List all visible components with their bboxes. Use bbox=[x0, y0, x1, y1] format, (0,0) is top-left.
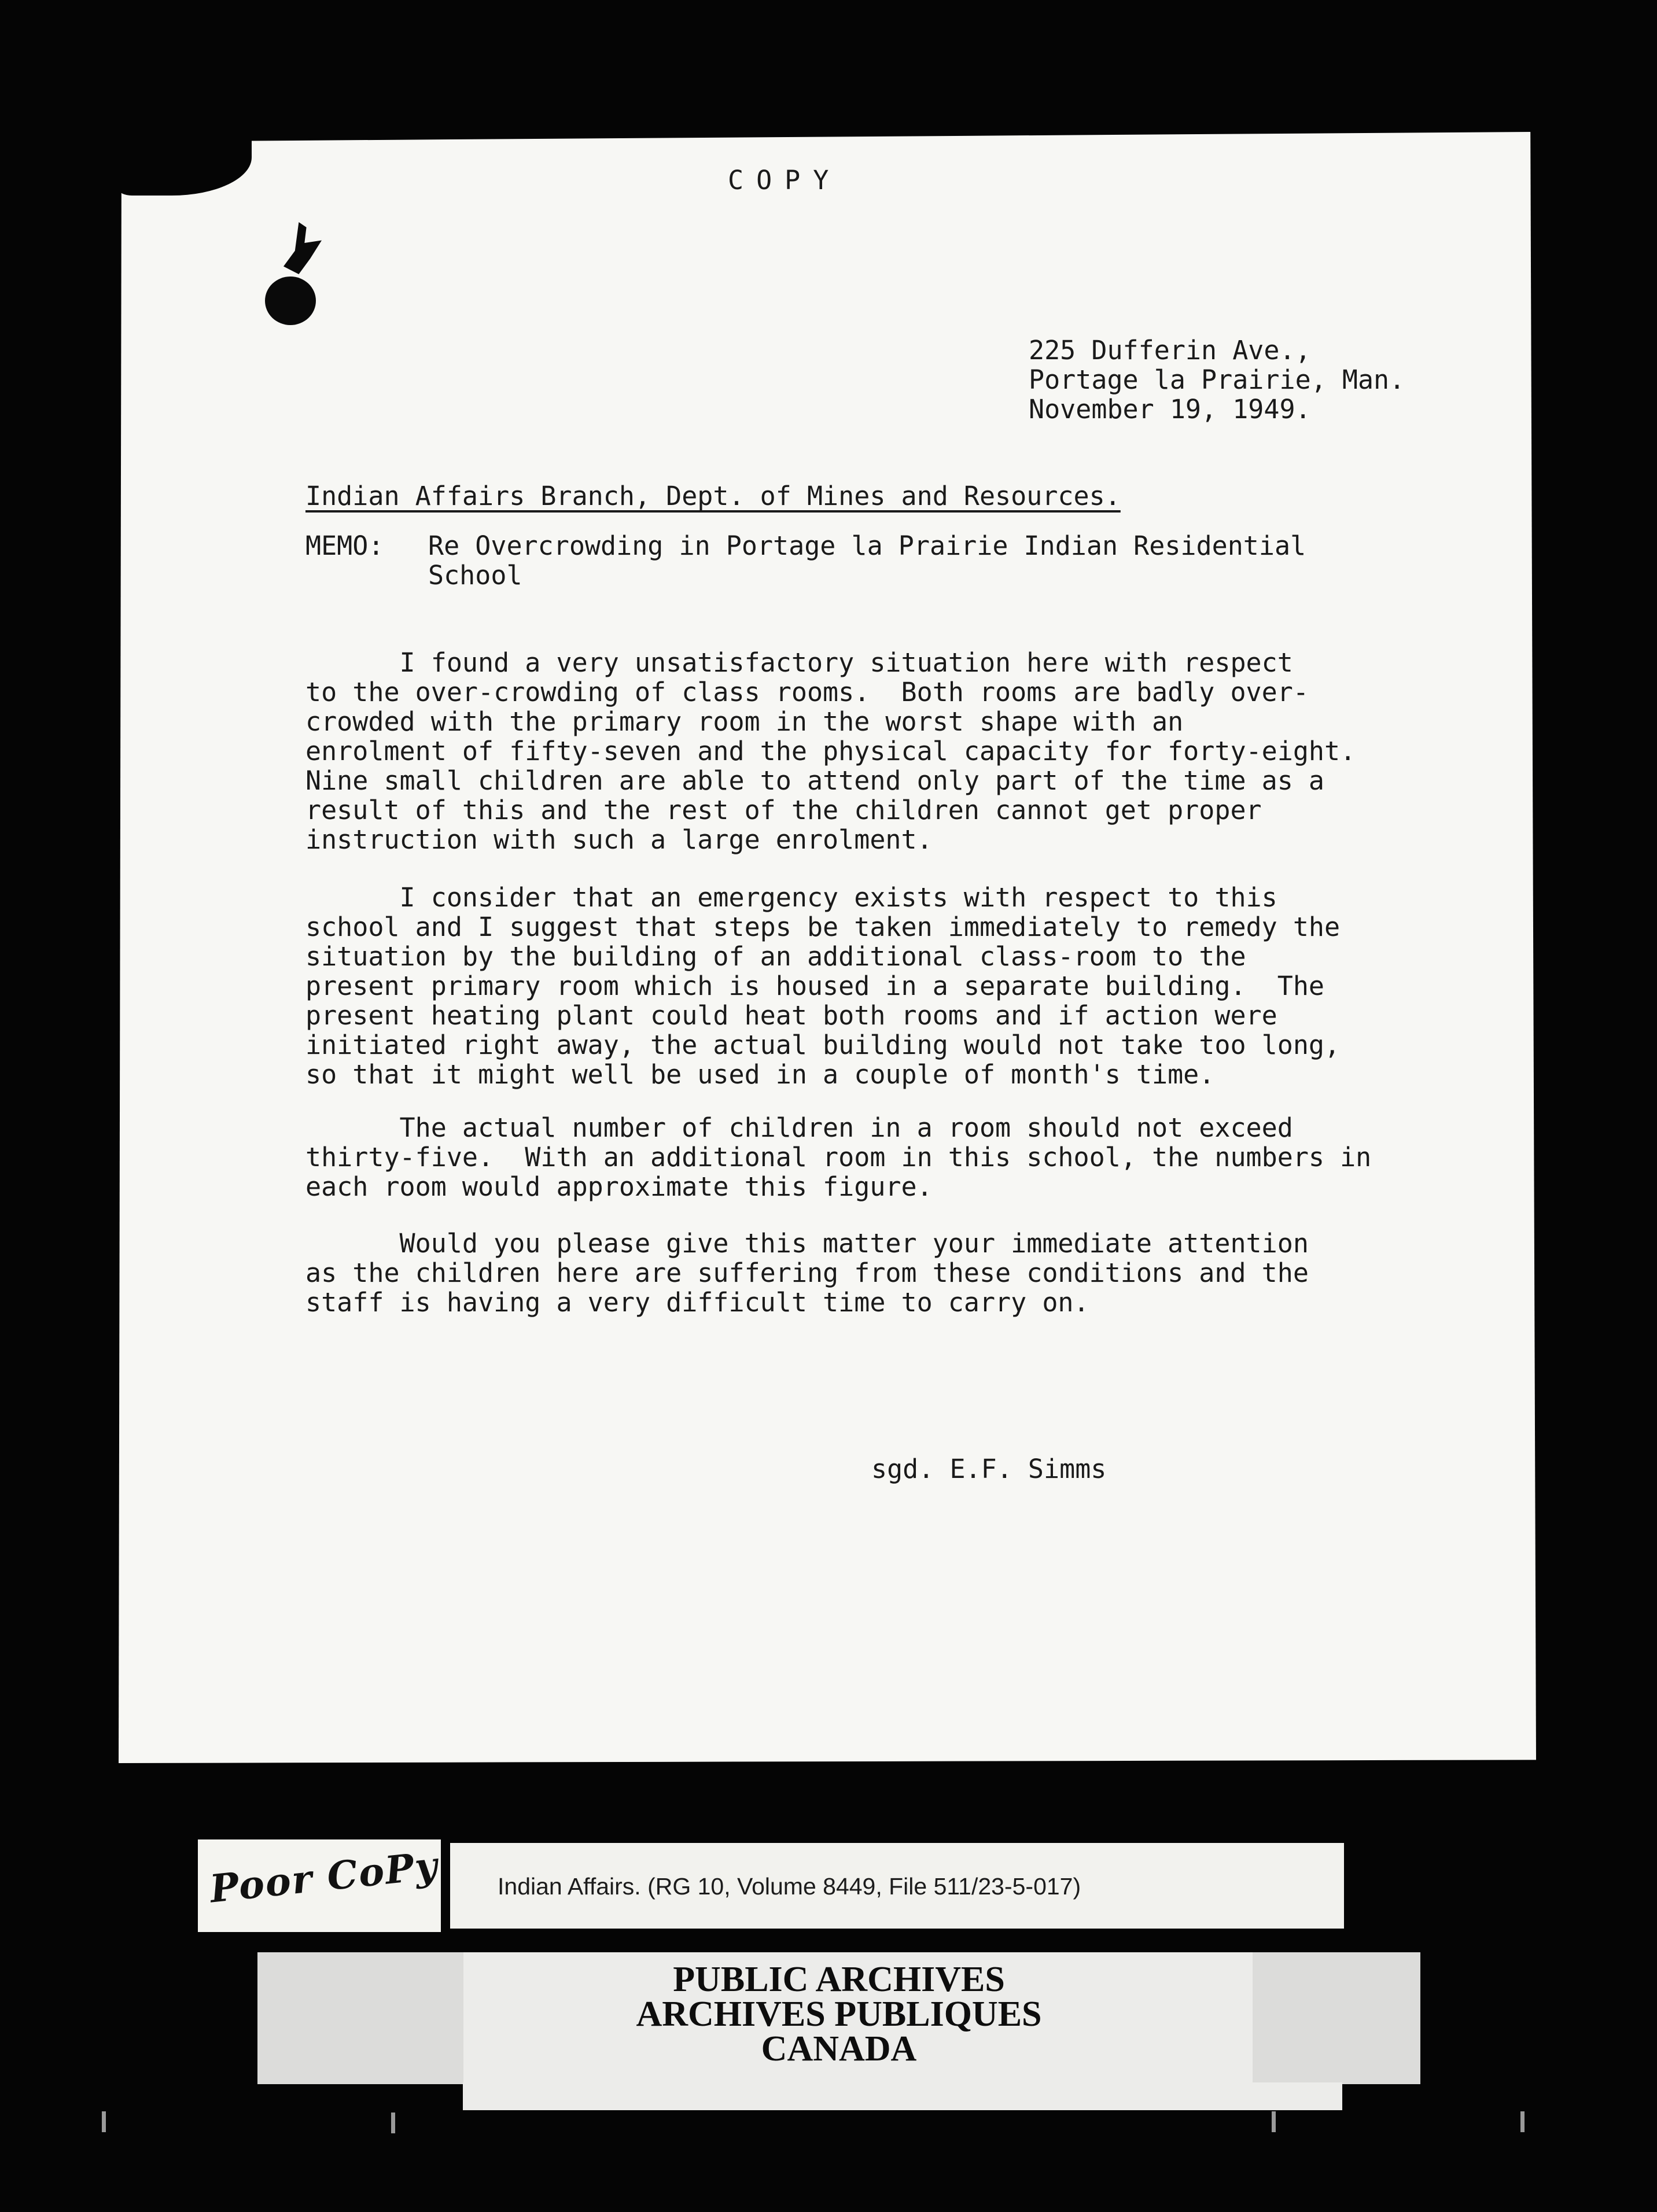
archive-citation: Indian Affairs. (RG 10, Volume 8449, File 511/23-5-017) bbox=[498, 1873, 1081, 1900]
body-paragraph-4: Would you please give this matter your immediate attention as the children here are suffering from these conditions and the staff is having a very difficult time to carry on. bbox=[305, 1228, 1309, 1318]
ink-blot bbox=[265, 276, 316, 325]
address-street: 225 Dufferin Ave., bbox=[1029, 335, 1311, 366]
stamp-tab-right bbox=[1253, 1952, 1420, 2084]
stamp-line-3: CANADA bbox=[761, 2029, 917, 2069]
citation-slip bbox=[450, 1843, 1344, 1929]
stamp-line-2: ARCHIVES PUBLIQUES bbox=[636, 1995, 1042, 2034]
film-tick bbox=[1520, 2111, 1525, 2132]
archive-stamp bbox=[579, 1960, 1099, 2069]
address-city: Portage la Prairie, Man. bbox=[1029, 364, 1405, 395]
film-tick bbox=[391, 2113, 395, 2133]
body-paragraph-1: I found a very unsatisfactory situation here with respect to the over-crowding of class rooms. Both rooms are badly over- crowded with the primary room in the worst shape with an enrolment of fifty-seven and the physical capacity for forty-eight. Nine small children are able to attend only part of the time as a result of this and the rest of the children cannot get proper instruction with such a large enrolment. bbox=[305, 647, 1356, 855]
stamp-tab-left bbox=[257, 1952, 463, 2084]
sender-address bbox=[1029, 336, 1405, 424]
memo-subject: Re Overcrowding in Portage la Prairie Indian Residential School bbox=[428, 530, 1306, 591]
memo-label: MEMO: bbox=[305, 530, 384, 561]
handwritten-note: Poor CoPy bbox=[208, 1842, 441, 1912]
memo-date: November 19, 1949. bbox=[1029, 394, 1311, 425]
body-paragraph-2: I consider that an emergency exists with respect to this school and I suggest that steps be taken immediately to remedy the situation by the building of an additional class-room to the present primary room which is housed in a separate building. The present heating plant could heat both rooms and if action were initiated right away, the actual building would not take too long, so that it might well be used in a couple of month's time. bbox=[305, 882, 1341, 1090]
body-paragraph-3: The actual number of children in a room should not exceed thirty-five. With an additional room in this school, the numbers in each room would approximate this figure. bbox=[305, 1112, 1372, 1202]
copy-label: COPY bbox=[728, 165, 842, 196]
stamp-band-bottom bbox=[463, 2082, 1342, 2110]
stamp-line-1: PUBLIC ARCHIVES bbox=[673, 1960, 1005, 1999]
recipient-line: Indian Affairs Branch, Dept. of Mines and Resources. bbox=[305, 481, 1121, 511]
film-tick bbox=[1272, 2111, 1276, 2132]
handwritten-note-slip bbox=[198, 1839, 441, 1932]
signature-line: sgd. E.F. Simms bbox=[871, 1454, 1107, 1484]
film-tick bbox=[102, 2111, 106, 2132]
